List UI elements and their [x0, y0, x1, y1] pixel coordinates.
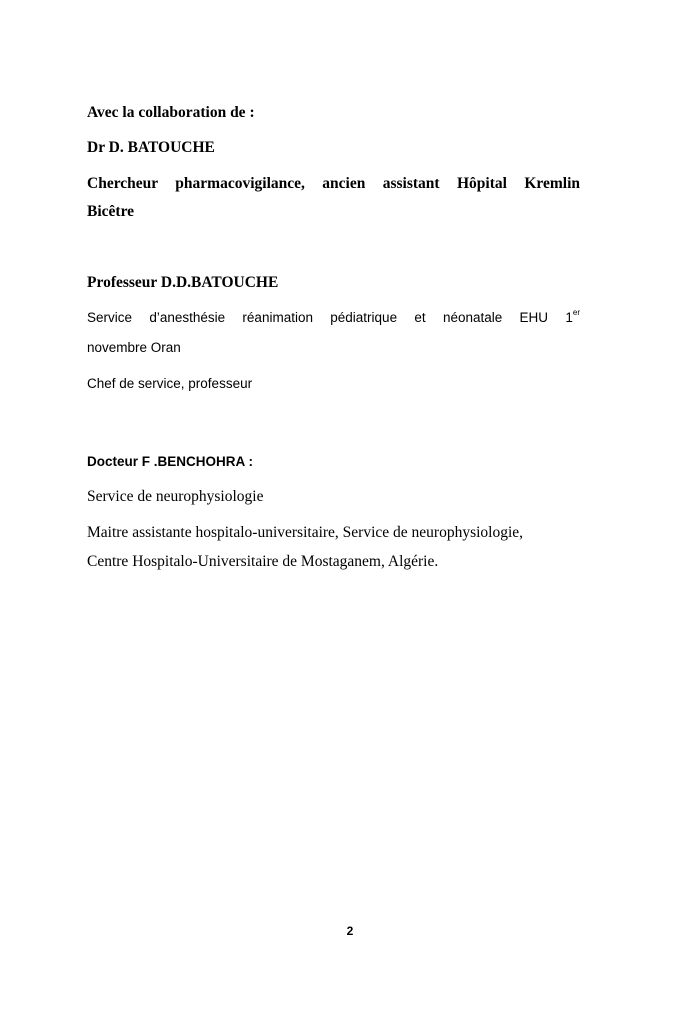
intro-heading: Avec la collaboration de :	[87, 104, 255, 121]
contributor-role: Chef de service, professeur	[87, 376, 253, 391]
contributor-affiliation: Centre Hospitalo-Universitaire de Mostaganem, Algérie.	[87, 553, 439, 570]
contributor-affiliation: novembre Oran	[87, 340, 181, 355]
contributor-affiliation: Service d’anesthésie réanimation pédiatrique et néonatale EHU 1er	[87, 308, 580, 325]
contributor-name: Docteur F .BENCHOHRA :	[87, 454, 254, 469]
contributor-affiliation: Chercheur pharmacovigilance, ancien assistant Hôpital Kremlin	[87, 175, 580, 192]
ordinal-superscript: er	[572, 308, 580, 317]
contributor-name: Professeur D.D.BATOUCHE	[87, 274, 279, 291]
contributor-role: Maitre assistante hospitalo-universitaire, Service de neurophysiologie,	[87, 524, 524, 541]
contributor-name: Dr D. BATOUCHE	[87, 139, 215, 156]
page-number: 2	[346, 924, 354, 938]
contributor-affiliation: Service de neurophysiologie	[87, 488, 264, 505]
contributor-affiliation: Bicêtre	[87, 203, 135, 220]
